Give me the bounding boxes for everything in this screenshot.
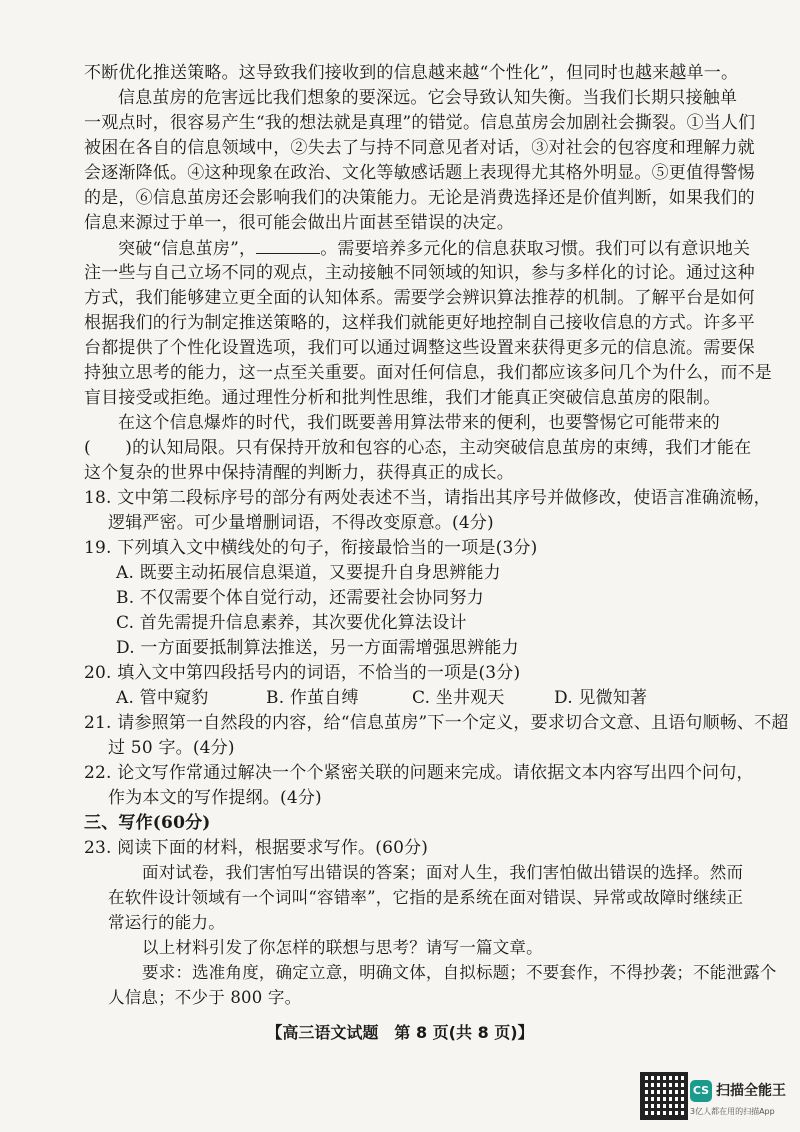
requirement-line: 人信息；不少于 800 字。: [108, 988, 302, 1007]
option-c: C. 坐井观天: [412, 688, 505, 708]
question-20: 20. 填入文中第四段括号内的词语，不恰当的一项是(3分): [84, 663, 521, 683]
question-21: 21. 请参照第一自然段的内容，给“信息茧房”下一个定义，要求切合文意、且语句顺畅、不超: [84, 713, 789, 733]
option-b: B. 不仅需要个体自觉行动，还需要社会协同努力: [116, 588, 484, 608]
passage-line: ( )的认知局限。只有保持开放和包容的心态，主动突破信息茧房的束缚，我们才能在: [84, 438, 752, 458]
material-line: 面对试卷，我们害怕写出错误的答案；面对人生，我们害怕做出错误的选择。然而: [142, 863, 744, 882]
option-a: A. 既要主动拓展信息渠道，又要提升自身思辨能力: [116, 563, 501, 583]
material-line: 在软件设计领域有一个词叫“容错率”，它指的是系统在面对错误、异常或故障时继续正: [108, 888, 744, 907]
passage-line: 信息茧房的危害远比我们想象的要深远。它会导致认知失衡。当我们长期只接触单: [118, 88, 738, 108]
requirement-line: 要求：选准角度，确定立意，明确文体，自拟标题；不要套作，不得抄袭；不能泄露个: [142, 963, 777, 982]
passage-line: 被困在各自的信息领域中，②失去了与持不同意见者对话，③对社会的包容度和理解力就: [84, 138, 755, 158]
qr-code-icon: [640, 1072, 688, 1120]
passage-line: 这个复杂的世界中保持清醒的判断力，获得真正的成长。: [84, 463, 514, 483]
passage-line: [118, 237, 751, 260]
page-footer: 【高三语文试题 第 8 页(共 8 页)】: [266, 1023, 534, 1042]
option-d: D. 一方面要抵制算法推送，另一方面需增强思辨能力: [116, 638, 519, 658]
passage-line: 盲目接受或拒绝。通过理性分析和批判性思维，我们才能真正突破信息茧房的限制。: [84, 388, 721, 408]
passage-line: 的是，⑥信息茧房还会影响我们的决策能力。无论是消费选择还是价值判断，如果我们的: [84, 188, 755, 208]
question-19: 19. 下列填入文中横线处的句子，衔接最恰当的一项是(3分): [84, 538, 538, 558]
passage-line: 在这个信息爆炸的时代，我们既要善用算法带来的便利，也要警惕它可能带来的: [118, 413, 720, 433]
option-d: D. 见微知著: [554, 688, 648, 708]
option-b: B. 作茧自缚: [266, 688, 359, 708]
fill-in-blank: [256, 237, 320, 254]
question-22-cont: 作为本文的写作提纲。(4分): [108, 788, 322, 808]
material-line: 常运行的能力。: [108, 913, 225, 932]
passage-line: 台都提供了个性化设置选项，我们可以通过调整这些设置来获得更多元的信息流。需要保: [84, 338, 755, 358]
camscanner-logo-icon: CS: [690, 1080, 712, 1102]
passage-line: 一观点时，很容易产生“我的想法就是真理”的错觉。信息茧房会加剧社会撕裂。①当人们: [84, 113, 756, 133]
passage-line: 根据我们的行为制定推送策略的，这样我们就能更好地控制自己接收信息的方式。许多平: [84, 313, 755, 333]
question-22: 22. 论文写作常通过解决一个个紧密关联的问题来完成。请依据文本内容写出四个问句，: [84, 763, 754, 783]
option-c: C. 首先需提升信息素养，其次要优化算法设计: [116, 613, 467, 633]
passage-line: 信息来源过于单一，很可能会做出片面甚至错误的决定。: [84, 213, 514, 233]
passage-line: 注一些与自己立场不同的观点，主动接触不同领域的知识，参与多样化的讨论。通过这种: [84, 263, 755, 283]
option-a: A. 管中窥豹: [116, 688, 209, 708]
passage-text: 。需要培养多元化的信息获取习惯。我们可以有意识地关: [320, 239, 751, 259]
question-21-cont: 过 50 字。(4分): [108, 738, 235, 758]
question-23: 23. 阅读下面的材料，根据要求写作。(60分): [84, 838, 429, 858]
passage-line: 不断优化推送策略。这导致我们接收到的信息越来越“个性化”，但同时也越来越单一。: [84, 63, 739, 83]
requirement-line: 以上材料引发了你怎样的联想与思考？请写一篇文章。: [142, 938, 543, 957]
passage-line: 持独立思考的能力，这一点至关重要。面对任何信息，我们都应该多问几个为什么，而不是: [84, 363, 772, 383]
passage-line: 会逐渐降低。④这种现象在政治、文化等敏感话题上表现得尤其格外明显。⑤更值得警惕: [84, 163, 755, 183]
watermark-subtitle: 3亿人都在用的扫描App: [690, 1107, 775, 1116]
watermark-brand: 扫描全能王: [716, 1083, 786, 1099]
section-heading: 三、写作(60分): [84, 813, 211, 833]
passage-line: 方式，我们能够建立更全面的认知体系。需要学会辨识算法推荐的机制。了解平台是如何: [84, 288, 755, 308]
question-18-cont: 逻辑严密。可少量增删词语，不得改变原意。(4分): [108, 513, 494, 533]
question-18: 18. 文中第二段标序号的部分有两处表述不当，请指出其序号并做修改，使语言准确流畅，: [84, 488, 771, 508]
passage-text: 突破“信息茧房”，: [118, 239, 257, 259]
